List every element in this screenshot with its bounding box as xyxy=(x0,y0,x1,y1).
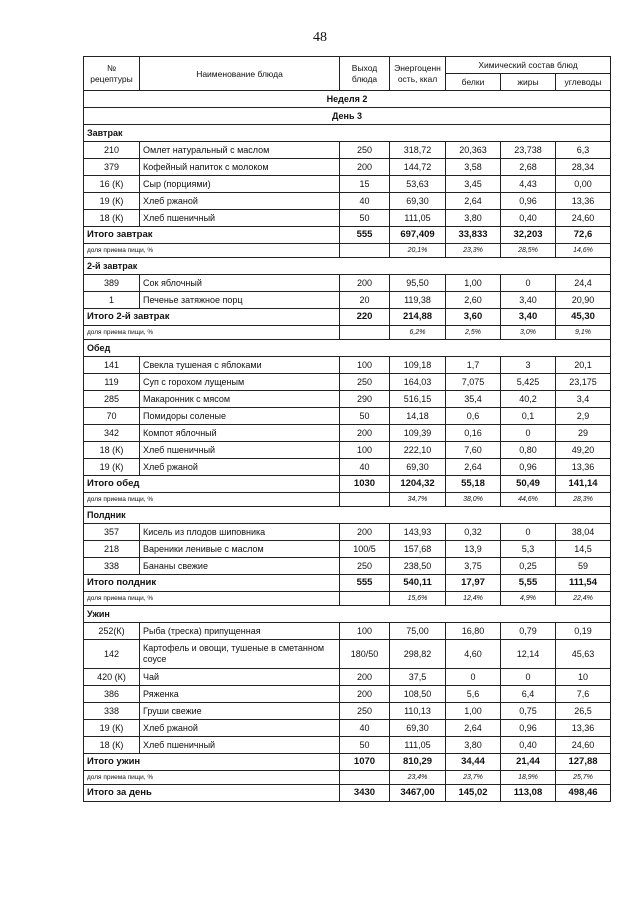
dish-protein: 7,075 xyxy=(446,374,501,391)
dish-energy: 143,93 xyxy=(390,524,446,541)
share-energy: 20,1% xyxy=(390,244,446,258)
share-energy: 6,2% xyxy=(390,326,446,340)
dish-carbs: 23,175 xyxy=(556,374,611,391)
dish-energy: 238,50 xyxy=(390,558,446,575)
week-row xyxy=(84,91,611,108)
recipe-number: 338 xyxy=(84,558,140,575)
day-total-label: Итого за день xyxy=(84,785,340,802)
share-yield-empty xyxy=(340,592,390,606)
dish-carbs: 24,4 xyxy=(556,275,611,292)
dish-yield: 50 xyxy=(340,210,390,227)
total-protein: 55,18 xyxy=(446,476,501,493)
dish-name: Кофейный напиток с молоком xyxy=(140,159,340,176)
dish-fat: 0,40 xyxy=(501,737,556,754)
total-protein: 34,44 xyxy=(446,754,501,771)
dish-yield: 290 xyxy=(340,391,390,408)
meal-section-header xyxy=(84,340,611,357)
share-energy: 34,7% xyxy=(390,493,446,507)
recipe-number: 19 (К) xyxy=(84,459,140,476)
dish-carbs: 45,63 xyxy=(556,640,611,669)
dish-name: Чай xyxy=(140,669,340,686)
total-carbs: 127,88 xyxy=(556,754,611,771)
recipe-number: 218 xyxy=(84,541,140,558)
recipe-number: 70 xyxy=(84,408,140,425)
dish-fat: 0 xyxy=(501,524,556,541)
dish-energy: 111,05 xyxy=(390,210,446,227)
dish-row xyxy=(84,210,611,227)
dish-energy: 69,30 xyxy=(390,459,446,476)
dish-protein: 7,60 xyxy=(446,442,501,459)
dish-energy: 69,30 xyxy=(390,720,446,737)
share-protein: 2,5% xyxy=(446,326,501,340)
dish-yield: 200 xyxy=(340,524,390,541)
dish-row xyxy=(84,408,611,425)
dish-carbs: 13,36 xyxy=(556,459,611,476)
dish-row xyxy=(84,541,611,558)
dish-carbs: 13,36 xyxy=(556,720,611,737)
dish-name: Сок яблочный xyxy=(140,275,340,292)
total-fat: 3,40 xyxy=(501,309,556,326)
dish-fat: 0,79 xyxy=(501,623,556,640)
recipe-number: 386 xyxy=(84,686,140,703)
dish-row xyxy=(84,425,611,442)
dish-fat: 3 xyxy=(501,357,556,374)
dish-row xyxy=(84,391,611,408)
share-yield-empty xyxy=(340,493,390,507)
total-label: Итого 2-й завтрак xyxy=(84,309,340,326)
dish-row xyxy=(84,176,611,193)
dish-name: Вареники ленивые с маслом xyxy=(140,541,340,558)
dish-carbs: 20,1 xyxy=(556,357,611,374)
dish-carbs: 3,4 xyxy=(556,391,611,408)
dish-yield: 200 xyxy=(340,159,390,176)
share-fat: 3,0% xyxy=(501,326,556,340)
total-label: Итого ужин xyxy=(84,754,340,771)
meal-title: 2-й завтрак xyxy=(84,258,611,275)
total-fat: 32,203 xyxy=(501,227,556,244)
dish-energy: 108,50 xyxy=(390,686,446,703)
dish-energy: 109,39 xyxy=(390,425,446,442)
dish-energy: 109,18 xyxy=(390,357,446,374)
total-fat: 50,49 xyxy=(501,476,556,493)
dish-name: Хлеб ржаной xyxy=(140,459,340,476)
share-carbs: 9,1% xyxy=(556,326,611,340)
dish-yield: 100 xyxy=(340,357,390,374)
dish-name: Хлеб пшеничный xyxy=(140,737,340,754)
share-fat: 44,6% xyxy=(501,493,556,507)
dish-carbs: 6,3 xyxy=(556,142,611,159)
dish-fat: 2,68 xyxy=(501,159,556,176)
dish-row xyxy=(84,442,611,459)
dish-protein: 3,80 xyxy=(446,210,501,227)
dish-row xyxy=(84,292,611,309)
dish-row xyxy=(84,558,611,575)
dish-energy: 516,15 xyxy=(390,391,446,408)
dish-carbs: 28,34 xyxy=(556,159,611,176)
meal-share-row xyxy=(84,244,611,258)
dish-yield: 250 xyxy=(340,558,390,575)
share-label: доля приема пищи, % xyxy=(84,244,340,258)
dish-energy: 69,30 xyxy=(390,193,446,210)
dish-carbs: 0,19 xyxy=(556,623,611,640)
recipe-number: 420 (К) xyxy=(84,669,140,686)
dish-fat: 6,4 xyxy=(501,686,556,703)
dish-yield: 100 xyxy=(340,623,390,640)
dish-energy: 14,18 xyxy=(390,408,446,425)
dish-yield: 20 xyxy=(340,292,390,309)
dish-row xyxy=(84,357,611,374)
dish-energy: 298,82 xyxy=(390,640,446,669)
dish-carbs: 14,5 xyxy=(556,541,611,558)
dish-name: Ряженка xyxy=(140,686,340,703)
dish-row xyxy=(84,623,611,640)
recipe-number: 18 (К) xyxy=(84,442,140,459)
meal-section-header xyxy=(84,258,611,275)
dish-fat: 0,75 xyxy=(501,703,556,720)
meal-share-row xyxy=(84,326,611,340)
total-energy: 810,29 xyxy=(390,754,446,771)
share-label: доля приема пищи, % xyxy=(84,326,340,340)
dish-energy: 95,50 xyxy=(390,275,446,292)
share-carbs: 14,6% xyxy=(556,244,611,258)
meal-total-row xyxy=(84,476,611,493)
dish-energy: 157,68 xyxy=(390,541,446,558)
dish-yield: 100 xyxy=(340,442,390,459)
dish-row xyxy=(84,459,611,476)
dish-name: Хлеб пшеничный xyxy=(140,210,340,227)
dish-protein: 2,64 xyxy=(446,193,501,210)
dish-protein: 0,16 xyxy=(446,425,501,442)
dish-protein: 5,6 xyxy=(446,686,501,703)
dish-row xyxy=(84,686,611,703)
dish-fat: 0,25 xyxy=(501,558,556,575)
dish-yield: 50 xyxy=(340,408,390,425)
recipe-number: 357 xyxy=(84,524,140,541)
dish-fat: 5,3 xyxy=(501,541,556,558)
day-total-protein: 145,02 xyxy=(446,785,501,802)
dish-protein: 0 xyxy=(446,669,501,686)
dish-protein: 1,7 xyxy=(446,357,501,374)
dish-yield: 200 xyxy=(340,669,390,686)
dish-yield: 200 xyxy=(340,686,390,703)
meal-share-row xyxy=(84,493,611,507)
header-fat: жиры xyxy=(501,74,556,91)
meal-total-row xyxy=(84,309,611,326)
dish-energy: 164,03 xyxy=(390,374,446,391)
dish-name: Картофель и овощи, тушеные в сметанном соусе xyxy=(140,640,340,669)
header-protein: белки xyxy=(446,74,501,91)
meal-total-row xyxy=(84,575,611,592)
page-number: 48 xyxy=(313,30,327,45)
dish-protein: 0,32 xyxy=(446,524,501,541)
total-energy: 1204,32 xyxy=(390,476,446,493)
total-carbs: 72,6 xyxy=(556,227,611,244)
dish-energy: 75,00 xyxy=(390,623,446,640)
recipe-number: 141 xyxy=(84,357,140,374)
dish-carbs: 38,04 xyxy=(556,524,611,541)
meal-title: Ужин xyxy=(84,606,611,623)
dish-yield: 250 xyxy=(340,142,390,159)
day-label: День 3 xyxy=(84,108,611,125)
dish-protein: 3,75 xyxy=(446,558,501,575)
meal-total-row xyxy=(84,754,611,771)
recipe-number: 338 xyxy=(84,703,140,720)
dish-carbs: 0,00 xyxy=(556,176,611,193)
dish-yield: 40 xyxy=(340,193,390,210)
dish-protein: 0,6 xyxy=(446,408,501,425)
dish-fat: 0,40 xyxy=(501,210,556,227)
share-protein: 12,4% xyxy=(446,592,501,606)
dish-carbs: 7,6 xyxy=(556,686,611,703)
dish-fat: 0,96 xyxy=(501,193,556,210)
meal-title: Полдник xyxy=(84,507,611,524)
dish-carbs: 59 xyxy=(556,558,611,575)
dish-fat: 0 xyxy=(501,275,556,292)
dish-protein: 20,363 xyxy=(446,142,501,159)
day-total-fat: 113,08 xyxy=(501,785,556,802)
recipe-number: 252(К) xyxy=(84,623,140,640)
header-row xyxy=(84,57,611,74)
dish-row xyxy=(84,142,611,159)
dish-energy: 119,38 xyxy=(390,292,446,309)
week-label: Неделя 2 xyxy=(84,91,611,108)
total-protein: 3,60 xyxy=(446,309,501,326)
dish-fat: 0,80 xyxy=(501,442,556,459)
recipe-number: 285 xyxy=(84,391,140,408)
dish-fat: 12,14 xyxy=(501,640,556,669)
dish-fat: 0,1 xyxy=(501,408,556,425)
recipe-number: 18 (К) xyxy=(84,210,140,227)
share-protein: 23,3% xyxy=(446,244,501,258)
total-carbs: 45,30 xyxy=(556,309,611,326)
dish-protein: 3,58 xyxy=(446,159,501,176)
total-energy: 540,11 xyxy=(390,575,446,592)
dish-fat: 4,43 xyxy=(501,176,556,193)
dish-carbs: 29 xyxy=(556,425,611,442)
day-total-energy: 3467,00 xyxy=(390,785,446,802)
dish-name: Бананы свежие xyxy=(140,558,340,575)
recipe-number: 142 xyxy=(84,640,140,669)
dish-protein: 3,80 xyxy=(446,737,501,754)
meal-share-row xyxy=(84,592,611,606)
share-yield-empty xyxy=(340,244,390,258)
dish-protein: 2,64 xyxy=(446,459,501,476)
total-protein: 33,833 xyxy=(446,227,501,244)
dish-name: Свекла тушеная с яблоками xyxy=(140,357,340,374)
share-fat: 18,9% xyxy=(501,771,556,785)
dish-fat: 23,738 xyxy=(501,142,556,159)
dish-energy: 110,13 xyxy=(390,703,446,720)
dish-yield: 200 xyxy=(340,275,390,292)
dish-yield: 40 xyxy=(340,459,390,476)
dish-carbs: 24,60 xyxy=(556,737,611,754)
share-carbs: 22,4% xyxy=(556,592,611,606)
dish-yield: 250 xyxy=(340,374,390,391)
recipe-number: 19 (К) xyxy=(84,193,140,210)
share-carbs: 28,3% xyxy=(556,493,611,507)
day-total-row xyxy=(84,785,611,802)
total-label: Итого полдник xyxy=(84,575,340,592)
day-total-carbs: 498,46 xyxy=(556,785,611,802)
dish-protein: 2,60 xyxy=(446,292,501,309)
dish-energy: 144,72 xyxy=(390,159,446,176)
total-fat: 5,55 xyxy=(501,575,556,592)
dish-row xyxy=(84,275,611,292)
total-fat: 21,44 xyxy=(501,754,556,771)
dish-energy: 318,72 xyxy=(390,142,446,159)
total-yield: 1070 xyxy=(340,754,390,771)
dish-fat: 0,96 xyxy=(501,459,556,476)
recipe-number: 389 xyxy=(84,275,140,292)
recipe-number: 19 (К) xyxy=(84,720,140,737)
dish-name: Помидоры соленые xyxy=(140,408,340,425)
dish-yield: 40 xyxy=(340,720,390,737)
header-chem: Химический состав блюд xyxy=(446,57,611,74)
dish-name: Омлет натуральный с маслом xyxy=(140,142,340,159)
dish-carbs: 13,36 xyxy=(556,193,611,210)
total-carbs: 141,14 xyxy=(556,476,611,493)
dish-fat: 0,96 xyxy=(501,720,556,737)
meal-total-row xyxy=(84,227,611,244)
menu-table xyxy=(83,56,611,802)
dish-yield: 50 xyxy=(340,737,390,754)
header-recipe: № рецептуры xyxy=(84,57,140,91)
share-fat: 28,5% xyxy=(501,244,556,258)
total-carbs: 111,54 xyxy=(556,575,611,592)
dish-protein: 2,64 xyxy=(446,720,501,737)
dish-name: Печенье затяжное порц xyxy=(140,292,340,309)
dish-yield: 250 xyxy=(340,703,390,720)
dish-energy: 222,10 xyxy=(390,442,446,459)
dish-row xyxy=(84,720,611,737)
recipe-number: 379 xyxy=(84,159,140,176)
dish-fat: 0 xyxy=(501,669,556,686)
share-protein: 23,7% xyxy=(446,771,501,785)
dish-fat: 3,40 xyxy=(501,292,556,309)
share-energy: 23,4% xyxy=(390,771,446,785)
dish-yield: 100/5 xyxy=(340,541,390,558)
share-protein: 38,0% xyxy=(446,493,501,507)
share-energy: 15,6% xyxy=(390,592,446,606)
dish-row xyxy=(84,524,611,541)
menu-table-body xyxy=(84,57,611,802)
meal-section-header xyxy=(84,606,611,623)
dish-carbs: 49,20 xyxy=(556,442,611,459)
dish-carbs: 26,5 xyxy=(556,703,611,720)
dish-name: Кисель из плодов шиповника xyxy=(140,524,340,541)
dish-energy: 111,05 xyxy=(390,737,446,754)
total-energy: 214,88 xyxy=(390,309,446,326)
share-fat: 4,9% xyxy=(501,592,556,606)
total-yield: 555 xyxy=(340,227,390,244)
dish-fat: 5,425 xyxy=(501,374,556,391)
dish-row xyxy=(84,703,611,720)
share-label: доля приема пищи, % xyxy=(84,592,340,606)
dish-fat: 0 xyxy=(501,425,556,442)
recipe-number: 210 xyxy=(84,142,140,159)
dish-protein: 4,60 xyxy=(446,640,501,669)
total-yield: 1030 xyxy=(340,476,390,493)
meal-title: Обед xyxy=(84,340,611,357)
dish-row xyxy=(84,669,611,686)
dish-row xyxy=(84,193,611,210)
header-energy: Энергоценность, ккал xyxy=(390,57,446,91)
dish-row xyxy=(84,640,611,669)
total-label: Итого завтрак xyxy=(84,227,340,244)
dish-name: Хлеб ржаной xyxy=(140,720,340,737)
dish-row xyxy=(84,374,611,391)
header-name: Наименование блюда xyxy=(140,57,340,91)
dish-carbs: 24,60 xyxy=(556,210,611,227)
share-yield-empty xyxy=(340,326,390,340)
recipe-number: 342 xyxy=(84,425,140,442)
dish-carbs: 2,9 xyxy=(556,408,611,425)
dish-name: Хлеб пшеничный xyxy=(140,442,340,459)
dish-protein: 16,80 xyxy=(446,623,501,640)
total-protein: 17,97 xyxy=(446,575,501,592)
recipe-number: 1 xyxy=(84,292,140,309)
share-label: доля приема пищи, % xyxy=(84,493,340,507)
total-yield: 555 xyxy=(340,575,390,592)
recipe-number: 16 (К) xyxy=(84,176,140,193)
dish-protein: 35,4 xyxy=(446,391,501,408)
share-label: доля приема пищи, % xyxy=(84,771,340,785)
dish-energy: 53,63 xyxy=(390,176,446,193)
meal-section-header xyxy=(84,125,611,142)
dish-name: Рыба (треска) припущенная xyxy=(140,623,340,640)
dish-carbs: 10 xyxy=(556,669,611,686)
dish-energy: 37,5 xyxy=(390,669,446,686)
dish-name: Груши свежие xyxy=(140,703,340,720)
share-carbs: 25,7% xyxy=(556,771,611,785)
recipe-number: 119 xyxy=(84,374,140,391)
total-label: Итого обед xyxy=(84,476,340,493)
dish-name: Макаронник с мясом xyxy=(140,391,340,408)
dish-yield: 180/50 xyxy=(340,640,390,669)
dish-name: Сыр (порциями) xyxy=(140,176,340,193)
dish-protein: 13,9 xyxy=(446,541,501,558)
meal-title: Завтрак xyxy=(84,125,611,142)
day-total-yield: 3430 xyxy=(340,785,390,802)
meal-section-header xyxy=(84,507,611,524)
dish-fat: 40,2 xyxy=(501,391,556,408)
total-yield: 220 xyxy=(340,309,390,326)
dish-yield: 200 xyxy=(340,425,390,442)
dish-row xyxy=(84,737,611,754)
header-carbs: углеводы xyxy=(556,74,611,91)
dish-name: Суп с горохом лущеным xyxy=(140,374,340,391)
day-row xyxy=(84,108,611,125)
dish-carbs: 20,90 xyxy=(556,292,611,309)
dish-yield: 15 xyxy=(340,176,390,193)
dish-protein: 1,00 xyxy=(446,275,501,292)
dish-protein: 3,45 xyxy=(446,176,501,193)
share-yield-empty xyxy=(340,771,390,785)
total-energy: 697,409 xyxy=(390,227,446,244)
dish-name: Компот яблочный xyxy=(140,425,340,442)
recipe-number: 18 (К) xyxy=(84,737,140,754)
dish-row xyxy=(84,159,611,176)
meal-share-row xyxy=(84,771,611,785)
dish-protein: 1,00 xyxy=(446,703,501,720)
dish-name: Хлеб ржаной xyxy=(140,193,340,210)
header-yield: Выход блюда xyxy=(340,57,390,91)
